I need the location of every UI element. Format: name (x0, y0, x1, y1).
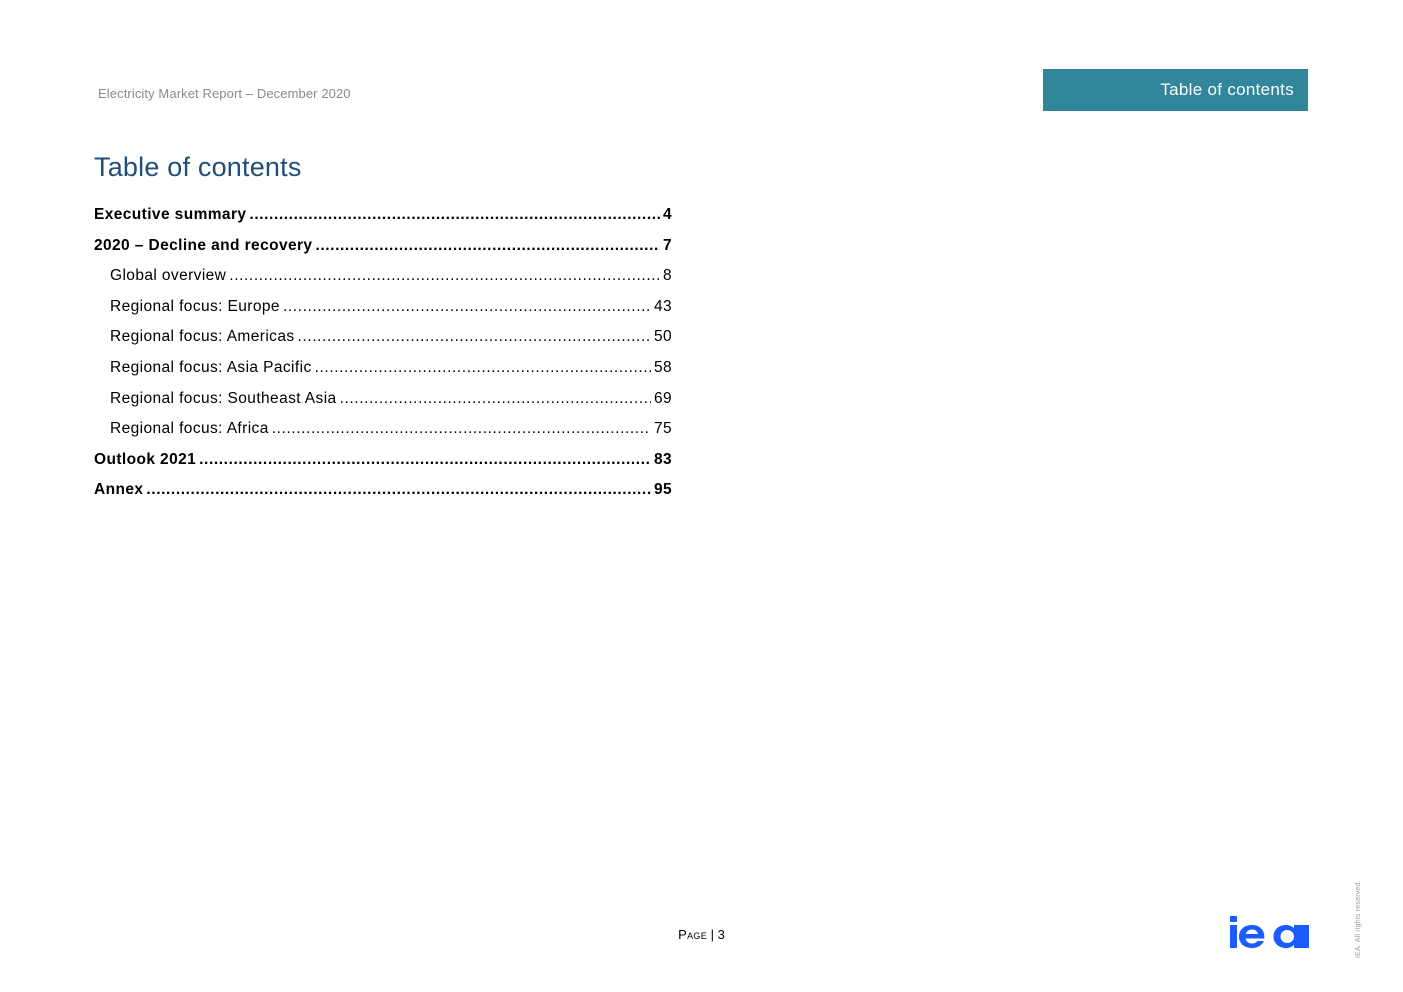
footer-page-value: 3 (717, 927, 725, 942)
rights-reserved-note: IEA. All rights reserved. (1355, 880, 1362, 958)
toc-dot-leader (229, 267, 660, 285)
toc-entry-label: Regional focus: Africa (110, 420, 269, 438)
toc-entry-label: Annex (94, 481, 144, 499)
toc-entry-africa[interactable] (94, 420, 672, 451)
section-tab-label: Table of contents (1160, 80, 1294, 99)
toc-page-number: 50 (653, 328, 672, 346)
footer-page-number (0, 927, 1403, 942)
page-title: Table of contents (94, 152, 302, 182)
toc-page-number: 58 (653, 358, 672, 376)
toc-entry-label: Regional focus: Europe (110, 297, 280, 315)
footer-page-label: Page (678, 927, 708, 942)
toc-dot-leader (283, 298, 651, 316)
toc-entry-label: 2020 – Decline and recovery (94, 236, 313, 254)
toc-dot-leader (272, 420, 651, 438)
toc-dot-leader (146, 481, 651, 499)
toc-dot-leader (315, 237, 660, 255)
toc-entry-outlook-2021[interactable] (94, 451, 672, 482)
toc-entry-southeast-asia[interactable] (94, 390, 672, 421)
toc-entry-asia-pacific[interactable] (94, 359, 672, 390)
toc-page-number: 7 (662, 236, 672, 254)
toc-page-number: 4 (662, 206, 672, 223)
toc-page-number: 75 (653, 420, 672, 438)
toc-entry-europe[interactable] (94, 298, 672, 329)
toc-page-number: 83 (653, 450, 672, 468)
toc-dot-leader (249, 206, 660, 224)
toc-entry-americas[interactable] (94, 328, 672, 359)
toc-entry-label: Regional focus: Americas (110, 328, 295, 346)
toc-page-number: 8 (662, 267, 672, 285)
toc-entry-label: Executive summary (94, 206, 247, 223)
toc-entry-annex[interactable] (94, 481, 672, 512)
toc-dot-leader (340, 390, 651, 408)
toc-page-number: 95 (653, 481, 672, 499)
toc-entry-label: Regional focus: Asia Pacific (110, 358, 312, 376)
toc-entry-label: Outlook 2021 (94, 450, 197, 468)
toc-page-number: 43 (653, 297, 672, 315)
table-of-contents (94, 206, 672, 512)
toc-entry-executive-summary[interactable] (94, 206, 672, 237)
toc-dot-leader (298, 328, 651, 346)
toc-entry-label: Regional focus: Southeast Asia (110, 389, 337, 407)
toc-dot-leader (199, 451, 651, 469)
toc-entry-label: Global overview (110, 267, 227, 285)
toc-entry-decline-and-recovery[interactable] (94, 237, 672, 268)
running-header-title: Electricity Market Report – December 2020 (98, 86, 351, 101)
iea-logo-icon (1230, 914, 1309, 950)
section-tab-table-of-contents[interactable] (1043, 69, 1308, 111)
footer-page-separator: | (707, 927, 718, 942)
toc-entry-global-overview[interactable] (94, 267, 672, 298)
toc-dot-leader (315, 359, 651, 377)
toc-page-number: 69 (653, 389, 672, 407)
